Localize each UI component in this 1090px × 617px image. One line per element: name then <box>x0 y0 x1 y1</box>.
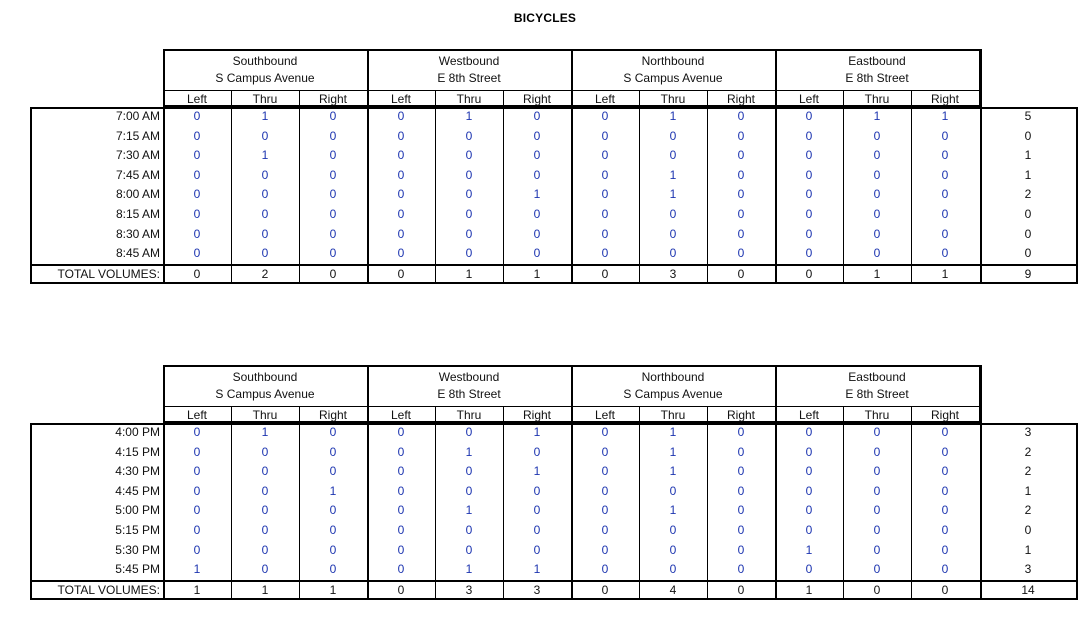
count-cell: 0 <box>805 207 813 221</box>
count-cell: 1 <box>533 562 541 577</box>
row-total-cell: 1 <box>1024 483 1032 498</box>
count-cell: 0 <box>737 109 745 123</box>
count-cell: 0 <box>533 246 541 261</box>
movement-header-right: Right <box>726 408 755 422</box>
count-cell: 0 <box>193 207 201 221</box>
count-cell: 0 <box>533 503 541 518</box>
count-cell: 0 <box>805 128 813 143</box>
count-cell: 0 <box>941 444 949 459</box>
movement-header-right: Right <box>726 92 755 106</box>
approach-direction-label: Southbound <box>232 54 298 68</box>
count-cell: 0 <box>873 187 881 202</box>
count-cell: 0 <box>533 444 541 459</box>
count-cell: 0 <box>669 483 677 498</box>
total-volume-cell: 1 <box>193 582 201 597</box>
count-cell: 1 <box>465 503 473 518</box>
time-label: 5:30 PM <box>115 542 160 557</box>
time-label: 4:00 PM <box>115 425 160 439</box>
count-cell: 0 <box>941 464 949 479</box>
count-cell: 0 <box>805 246 813 261</box>
row-total-cell: 0 <box>1024 226 1032 241</box>
count-cell: 0 <box>805 503 813 518</box>
count-cell: 0 <box>397 523 405 537</box>
count-cell: 0 <box>533 148 541 163</box>
count-cell: 0 <box>397 425 405 439</box>
count-cell: 0 <box>941 483 949 498</box>
count-cell: 0 <box>465 128 473 143</box>
count-cell: 1 <box>261 148 269 163</box>
count-cell: 0 <box>805 464 813 479</box>
total-volumes-label: TOTAL VOLUMES: <box>57 266 160 281</box>
count-cell: 0 <box>941 187 949 202</box>
count-cell: 0 <box>805 425 813 439</box>
count-cell: 0 <box>941 128 949 143</box>
approach-direction-label: Westbound <box>438 370 500 384</box>
count-cell: 0 <box>737 246 745 261</box>
count-cell: 0 <box>601 246 609 261</box>
count-cell: 0 <box>261 483 269 498</box>
total-volume-cell: 0 <box>397 266 405 281</box>
row-total-cell: 3 <box>1024 562 1032 577</box>
count-cell: 0 <box>533 109 541 123</box>
count-cell: 0 <box>737 483 745 498</box>
row-total-cell: 2 <box>1024 503 1032 518</box>
count-cell: 0 <box>465 207 473 221</box>
count-cell: 0 <box>329 148 337 163</box>
count-cell: 0 <box>329 167 337 182</box>
count-cell: 0 <box>329 503 337 518</box>
count-cell: 1 <box>669 425 677 439</box>
count-cell: 0 <box>941 523 949 537</box>
count-cell: 0 <box>737 207 745 221</box>
count-cell: 0 <box>261 128 269 143</box>
count-cell: 0 <box>737 128 745 143</box>
count-cell: 0 <box>805 167 813 182</box>
row-total-cell: 0 <box>1024 128 1032 143</box>
movement-header-right: Right <box>522 92 551 106</box>
count-cell: 0 <box>873 425 881 439</box>
count-cell: 0 <box>941 503 949 518</box>
total-volumes-label: TOTAL VOLUMES: <box>57 582 160 597</box>
count-cell: 0 <box>601 207 609 221</box>
count-cell: 1 <box>669 109 677 123</box>
time-label: 7:00 AM <box>115 109 160 123</box>
count-cell: 0 <box>601 187 609 202</box>
count-cell: 0 <box>601 109 609 123</box>
row-total-cell: 1 <box>1024 148 1032 163</box>
row-total-cell: 3 <box>1024 425 1032 439</box>
count-cell: 0 <box>261 542 269 557</box>
count-cell: 0 <box>737 542 745 557</box>
count-cell: 0 <box>669 128 677 143</box>
count-cell: 1 <box>669 187 677 202</box>
count-cell: 0 <box>261 187 269 202</box>
count-cell: 0 <box>397 226 405 241</box>
count-cell: 0 <box>669 148 677 163</box>
count-cell: 0 <box>873 226 881 241</box>
count-cell: 0 <box>601 425 609 439</box>
count-cell: 0 <box>941 246 949 261</box>
movement-header-thru: Thru <box>660 92 686 106</box>
movement-header-thru: Thru <box>456 92 482 106</box>
time-label: 8:30 AM <box>115 226 160 241</box>
movement-header-thru: Thru <box>864 408 890 422</box>
count-cell: 0 <box>805 562 813 577</box>
count-cell: 0 <box>873 444 881 459</box>
movement-header-left: Left <box>594 408 615 422</box>
approach-street-label: E 8th Street <box>845 387 909 401</box>
count-cell: 0 <box>329 464 337 479</box>
time-label: 7:45 AM <box>115 167 160 182</box>
count-cell: 0 <box>261 523 269 537</box>
count-cell: 0 <box>737 425 745 439</box>
count-cell: 0 <box>941 542 949 557</box>
time-label: 8:00 AM <box>115 187 160 202</box>
total-volume-cell: 3 <box>465 582 473 597</box>
count-cell: 1 <box>465 562 473 577</box>
count-cell: 0 <box>805 109 813 123</box>
movement-header-left: Left <box>798 408 819 422</box>
count-cell: 1 <box>533 425 541 439</box>
count-cell: 0 <box>873 483 881 498</box>
count-cell: 0 <box>805 148 813 163</box>
time-label: 7:30 AM <box>115 148 160 163</box>
count-cell: 0 <box>941 226 949 241</box>
count-cell: 0 <box>669 207 677 221</box>
approach-street-label: S Campus Avenue <box>623 387 723 401</box>
count-cell: 0 <box>193 246 201 261</box>
count-cell: 1 <box>533 187 541 202</box>
time-label: 4:45 PM <box>115 483 160 498</box>
movement-header-thru: Thru <box>252 92 278 106</box>
total-volume-cell: 3 <box>669 266 677 281</box>
count-cell: 0 <box>873 562 881 577</box>
count-cell: 0 <box>329 425 337 439</box>
count-cell: 1 <box>805 542 813 557</box>
count-cell: 1 <box>533 464 541 479</box>
count-cell: 0 <box>601 167 609 182</box>
count-cell: 0 <box>601 128 609 143</box>
count-cell: 0 <box>397 187 405 202</box>
count-cell: 0 <box>805 523 813 537</box>
count-cell: 0 <box>261 226 269 241</box>
total-volume-cell: 0 <box>601 582 609 597</box>
total-volume-cell: 4 <box>669 582 677 597</box>
subheader-line <box>163 406 979 407</box>
approach-street-label: E 8th Street <box>845 71 909 85</box>
count-cell: 0 <box>193 483 201 498</box>
movement-header-left: Left <box>390 408 411 422</box>
count-cell: 0 <box>261 167 269 182</box>
count-cell: 0 <box>533 207 541 221</box>
count-cell: 0 <box>465 246 473 261</box>
row-total-cell: 2 <box>1024 444 1032 459</box>
count-cell: 0 <box>873 542 881 557</box>
count-cell: 0 <box>533 226 541 241</box>
approach-direction-label: Eastbound <box>848 54 906 68</box>
count-cell: 0 <box>465 542 473 557</box>
count-cell: 0 <box>533 542 541 557</box>
count-cell: 0 <box>601 148 609 163</box>
count-cell: 1 <box>669 503 677 518</box>
count-cell: 0 <box>873 246 881 261</box>
total-volume-cell: 3 <box>533 582 541 597</box>
count-cell: 0 <box>193 226 201 241</box>
time-label: 7:15 AM <box>115 128 160 143</box>
movement-header-right: Right <box>522 408 551 422</box>
total-volume-cell: 2 <box>261 266 269 281</box>
total-volume-cell: 1 <box>329 582 337 597</box>
count-cell: 0 <box>465 167 473 182</box>
count-cell: 0 <box>193 109 201 123</box>
count-cell: 0 <box>193 542 201 557</box>
count-cell: 1 <box>465 109 473 123</box>
count-cell: 0 <box>805 444 813 459</box>
count-cell: 0 <box>397 464 405 479</box>
approach-direction-label: Westbound <box>438 54 500 68</box>
count-cell: 0 <box>533 523 541 537</box>
count-cell: 0 <box>329 562 337 577</box>
count-cell: 1 <box>465 444 473 459</box>
count-cell: 0 <box>669 226 677 241</box>
count-cell: 0 <box>193 444 201 459</box>
total-volume-cell: 0 <box>941 582 949 597</box>
count-cell: 0 <box>601 444 609 459</box>
count-cell: 0 <box>601 464 609 479</box>
count-cell: 0 <box>193 503 201 518</box>
movement-header-left: Left <box>594 92 615 106</box>
approach-direction-label: Northbound <box>641 54 705 68</box>
report-title: BICYCLES <box>513 11 577 25</box>
approach-street-label: S Campus Avenue <box>623 71 723 85</box>
count-cell: 0 <box>397 148 405 163</box>
row-total-cell: 2 <box>1024 464 1032 479</box>
approach-street-label: S Campus Avenue <box>215 387 315 401</box>
count-cell: 0 <box>601 523 609 537</box>
count-cell: 0 <box>737 148 745 163</box>
row-total-cell: 1 <box>1024 542 1032 557</box>
movement-header-thru: Thru <box>252 408 278 422</box>
count-cell: 0 <box>737 464 745 479</box>
count-cell: 0 <box>261 207 269 221</box>
count-cell: 0 <box>329 542 337 557</box>
count-cell: 0 <box>329 187 337 202</box>
count-cell: 0 <box>193 187 201 202</box>
row-total-cell: 0 <box>1024 246 1032 261</box>
count-cell: 0 <box>873 207 881 221</box>
count-cell: 1 <box>261 425 269 439</box>
time-label: 4:30 PM <box>115 464 160 479</box>
movement-header-left: Left <box>390 92 411 106</box>
count-cell: 0 <box>465 523 473 537</box>
count-cell: 0 <box>193 464 201 479</box>
total-volume-cell: 0 <box>737 266 745 281</box>
total-volume-cell: 0 <box>873 582 881 597</box>
row-total-cell: 0 <box>1024 207 1032 221</box>
count-cell: 1 <box>873 109 881 123</box>
count-cell: 1 <box>669 464 677 479</box>
subheader-line <box>163 90 979 91</box>
count-cell: 0 <box>873 464 881 479</box>
count-cell: 0 <box>193 167 201 182</box>
count-cell: 0 <box>601 562 609 577</box>
count-cell: 0 <box>465 148 473 163</box>
approach-direction-label: Eastbound <box>848 370 906 384</box>
count-cell: 0 <box>737 167 745 182</box>
count-cell: 0 <box>261 464 269 479</box>
count-cell: 0 <box>465 464 473 479</box>
count-cell: 0 <box>941 425 949 439</box>
count-cell: 0 <box>533 167 541 182</box>
count-cell: 0 <box>397 128 405 143</box>
count-cell: 0 <box>329 128 337 143</box>
count-cell: 0 <box>329 444 337 459</box>
count-cell: 0 <box>669 246 677 261</box>
count-cell: 0 <box>601 503 609 518</box>
movement-header-right: Right <box>318 92 347 106</box>
movement-header-thru: Thru <box>864 92 890 106</box>
movement-header-right: Right <box>930 408 959 422</box>
count-cell: 0 <box>873 167 881 182</box>
movement-header-right: Right <box>318 408 347 422</box>
approach-street-label: E 8th Street <box>437 71 501 85</box>
count-cell: 0 <box>737 187 745 202</box>
count-cell: 0 <box>329 207 337 221</box>
row-total-cell: 5 <box>1024 109 1032 123</box>
count-cell: 0 <box>941 562 949 577</box>
movement-header-thru: Thru <box>456 408 482 422</box>
count-cell: 0 <box>397 167 405 182</box>
row-total-cell: 1 <box>1024 167 1032 182</box>
count-cell: 0 <box>805 187 813 202</box>
total-volume-cell: 0 <box>329 266 337 281</box>
count-cell: 0 <box>397 483 405 498</box>
count-cell: 0 <box>397 542 405 557</box>
count-cell: 0 <box>465 483 473 498</box>
count-cell: 1 <box>329 483 337 498</box>
total-volume-cell: 1 <box>805 582 813 597</box>
count-cell: 0 <box>193 148 201 163</box>
count-cell: 0 <box>601 483 609 498</box>
count-cell: 0 <box>329 109 337 123</box>
time-label: 5:15 PM <box>115 523 160 537</box>
count-cell: 0 <box>873 523 881 537</box>
total-volume-cell: 0 <box>193 266 201 281</box>
count-cell: 1 <box>193 562 201 577</box>
time-label: 5:45 PM <box>115 562 160 577</box>
count-cell: 0 <box>805 226 813 241</box>
count-cell: 0 <box>261 444 269 459</box>
count-cell: 0 <box>669 562 677 577</box>
total-volume-cell: 1 <box>261 582 269 597</box>
approach-direction-label: Southbound <box>232 370 298 384</box>
count-cell: 0 <box>941 148 949 163</box>
count-cell: 0 <box>397 246 405 261</box>
total-volume-cell: 1 <box>873 266 881 281</box>
total-volume-cell: 0 <box>397 582 405 597</box>
count-cell: 0 <box>397 109 405 123</box>
approach-street-label: S Campus Avenue <box>215 71 315 85</box>
movement-header-left: Left <box>186 408 207 422</box>
count-cell: 0 <box>397 444 405 459</box>
count-cell: 0 <box>465 425 473 439</box>
count-cell: 0 <box>669 542 677 557</box>
count-cell: 0 <box>873 503 881 518</box>
count-cell: 1 <box>941 109 949 123</box>
count-cell: 0 <box>601 542 609 557</box>
count-cell: 0 <box>737 523 745 537</box>
count-cell: 0 <box>873 128 881 143</box>
count-cell: 0 <box>329 226 337 241</box>
count-cell: 0 <box>329 246 337 261</box>
count-cell: 0 <box>805 483 813 498</box>
count-cell: 0 <box>193 128 201 143</box>
count-cell: 0 <box>941 207 949 221</box>
row-total-cell: 0 <box>1024 523 1032 537</box>
count-cell: 0 <box>669 523 677 537</box>
time-label: 8:45 AM <box>115 246 160 261</box>
total-volume-cell: 1 <box>941 266 949 281</box>
count-cell: 0 <box>329 523 337 537</box>
total-volume-cell: 0 <box>805 266 813 281</box>
count-cell: 0 <box>737 444 745 459</box>
count-cell: 1 <box>261 109 269 123</box>
count-cell: 0 <box>465 226 473 241</box>
time-label: 8:15 AM <box>115 207 160 221</box>
count-cell: 0 <box>261 246 269 261</box>
count-cell: 0 <box>465 187 473 202</box>
total-volume-cell: 0 <box>737 582 745 597</box>
count-cell: 0 <box>261 503 269 518</box>
time-label: 4:15 PM <box>115 444 160 459</box>
count-cell: 0 <box>397 207 405 221</box>
approach-street-label: E 8th Street <box>437 387 501 401</box>
movement-header-thru: Thru <box>660 408 686 422</box>
approach-direction-label: Northbound <box>641 370 705 384</box>
count-cell: 0 <box>193 425 201 439</box>
count-cell: 0 <box>261 562 269 577</box>
count-cell: 1 <box>669 167 677 182</box>
movement-header-left: Left <box>186 92 207 106</box>
total-volume-cell: 1 <box>465 266 473 281</box>
time-label: 5:00 PM <box>115 503 160 518</box>
count-cell: 0 <box>601 226 609 241</box>
total-volume-cell: 1 <box>533 266 541 281</box>
count-cell: 0 <box>737 503 745 518</box>
grand-total-cell: 14 <box>1021 582 1035 597</box>
count-cell: 0 <box>533 128 541 143</box>
count-cell: 0 <box>397 503 405 518</box>
count-cell: 0 <box>873 148 881 163</box>
count-cell: 1 <box>669 444 677 459</box>
movement-header-right: Right <box>930 92 959 106</box>
count-cell: 0 <box>941 167 949 182</box>
row-total-cell: 2 <box>1024 187 1032 202</box>
count-cell: 0 <box>737 562 745 577</box>
movement-header-left: Left <box>798 92 819 106</box>
count-cell: 0 <box>737 226 745 241</box>
count-cell: 0 <box>397 562 405 577</box>
count-cell: 0 <box>533 483 541 498</box>
grand-total-cell: 9 <box>1024 266 1032 281</box>
total-volume-cell: 0 <box>601 266 609 281</box>
count-cell: 0 <box>193 523 201 537</box>
